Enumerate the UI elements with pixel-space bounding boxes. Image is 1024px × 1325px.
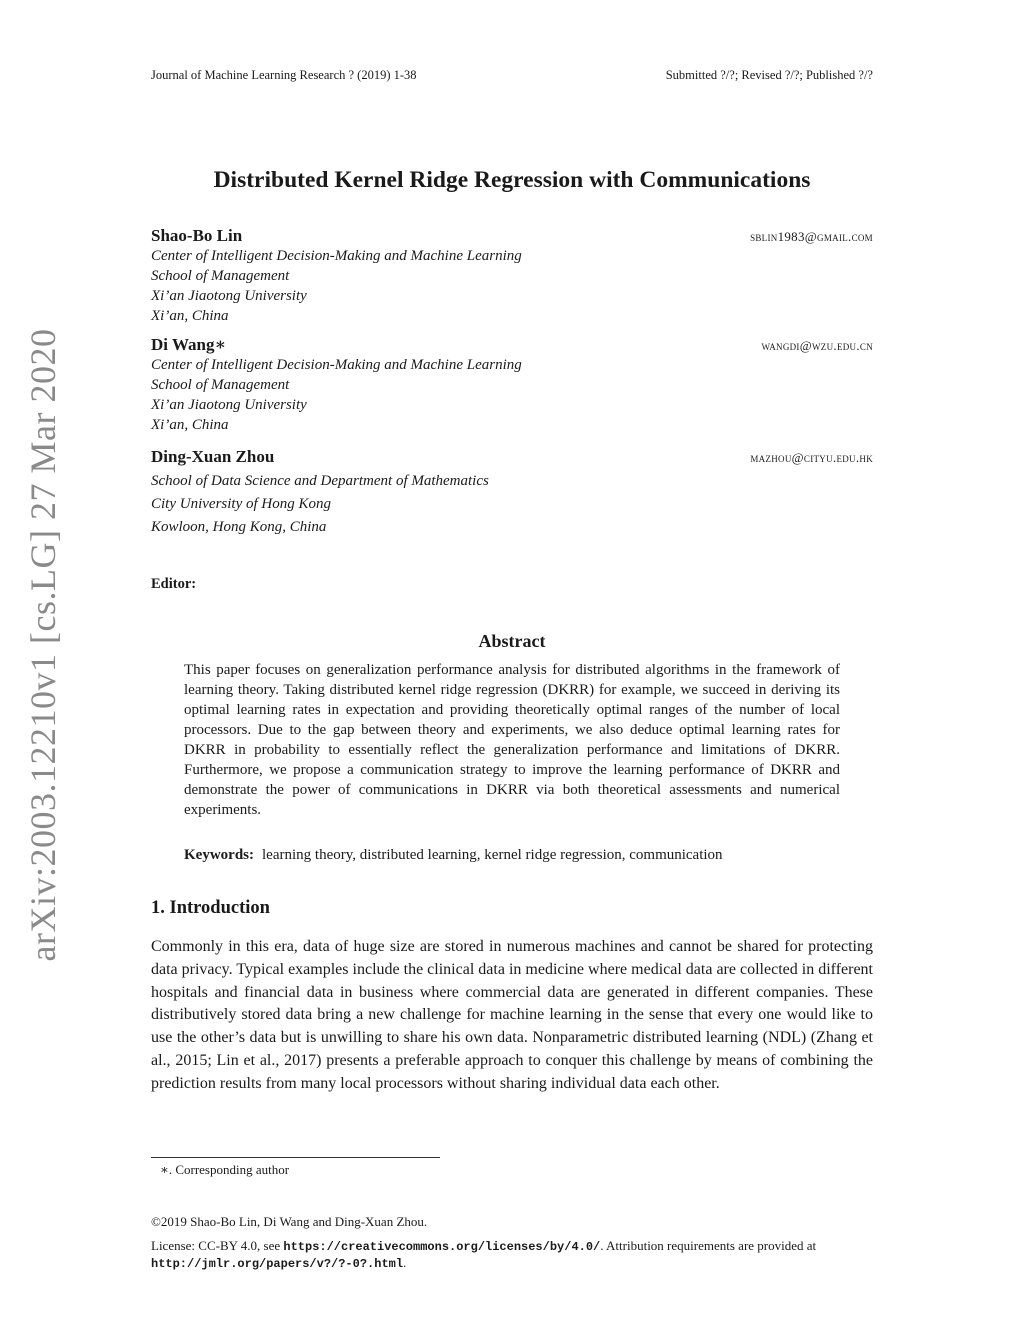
section-heading: 1. Introduction (151, 898, 270, 918)
abstract-text: This paper focuses on generalization performance analysis for distributed algorithms in the framework of learning theory. Taking distributed kernel ridge regression (DKRR) for example, we succeed in deriving its optimal learning rates in expectation and providing theoretically optimal ranges of the number of local processors. Due to the gap between theory and experiments, we also deduce optimal learning rates for DKRR in probability to essentially reflect the generalization performance and limitations of DKRR. Furthermore, we propose a communication strategy to improve the learning performance of DKRR and demonstrate the power of communications in DKRR via both theoretical assessments and numerical experiments. (184, 662, 840, 818)
intro-paragraph: Commonly in this era, data of huge size are stored in numerous machines and cannot be shared for protecting data privacy. Typical examples include the clinical data in medicine where medical data are collected in different hospitals and financial data in business where commercial data are generated in different companies. These distributively stored data bring a new challenge for machine learning in the sense that every one would like to use the other’s data but is unwilling to share his own data. Nonparametric distributed learning (NDL) (Zhang et al., 2015; Lin et al., 2017) presents a preferable approach to conquer this challenge by means of combining the prediction results from many local processors without sharing individual data each other. (151, 938, 873, 1092)
journal-header: Journal of Machine Learning Research ? (2019) 1-38 (151, 68, 417, 82)
affiliation-line: Xi’an Jiaotong University (151, 288, 307, 304)
author-name: Ding-Xuan Zhou (151, 447, 275, 466)
affiliation-line: City University of Hong Kong (151, 496, 331, 512)
affiliation-line: Center of Intelligent Decision-Making and Machine Learning (151, 357, 522, 373)
author-email[interactable]: mazhou@cityu.edu.hk (750, 450, 873, 465)
affiliation-line: School of Data Science and Department of Mathematics (151, 473, 489, 489)
paper-title: Distributed Kernel Ridge Regression with Communications (213, 167, 811, 193)
abstract-heading: Abstract (478, 631, 546, 651)
editor-label: Editor: (151, 576, 197, 592)
affiliation-line: Xi’an, China (151, 417, 229, 433)
license-link[interactable]: https://creativecommons.org/licenses/by/4.0/ (283, 1240, 601, 1254)
paper-link[interactable]: http://jmlr.org/papers/v?/?-0?.html (151, 1257, 404, 1271)
author-name: Shao-Bo Lin (151, 226, 243, 245)
submission-header: Submitted ?/?; Revised ?/?; Published ?/? (665, 68, 873, 82)
keywords-label: Keywords: (184, 847, 254, 863)
affiliation-line: Xi’an, China (151, 308, 229, 324)
affiliation-line: School of Management (151, 268, 290, 284)
affiliation-line: Kowloon, Hong Kong, China (151, 519, 327, 535)
affiliation-line: Center of Intelligent Decision-Making and Machine Learning (151, 248, 522, 264)
author-email[interactable]: wangdi@wzu.edu.cn (761, 338, 873, 353)
license-middle: . Attribution requirements are provided at (600, 1238, 817, 1253)
arxiv-stamp: arXiv:2003.12210v1 [cs.LG] 27 Mar 2020 (23, 328, 63, 962)
keywords-list: learning theory, distributed learning, kernel ridge regression, communication (262, 847, 723, 863)
author-affiliation (151, 355, 522, 435)
author-affiliation (151, 470, 489, 539)
license (151, 1238, 881, 1272)
author-affiliation (151, 246, 522, 326)
author-email[interactable]: sblin1983@gmail.com (750, 229, 873, 244)
license-prefix: License: CC-BY 4.0, see (151, 1238, 284, 1253)
copyright: ©2019 Shao-Bo Lin, Di Wang and Ding-Xuan Zhou. (151, 1214, 428, 1229)
keywords (184, 845, 840, 865)
footnote: ∗. Corresponding author (160, 1162, 290, 1177)
license-suffix: . (403, 1255, 407, 1270)
author-name: Di Wang∗ (151, 335, 227, 354)
footnote-rule (151, 1157, 440, 1158)
affiliation-line: School of Management (151, 377, 290, 393)
affiliation-line: Xi’an Jiaotong University (151, 397, 307, 413)
